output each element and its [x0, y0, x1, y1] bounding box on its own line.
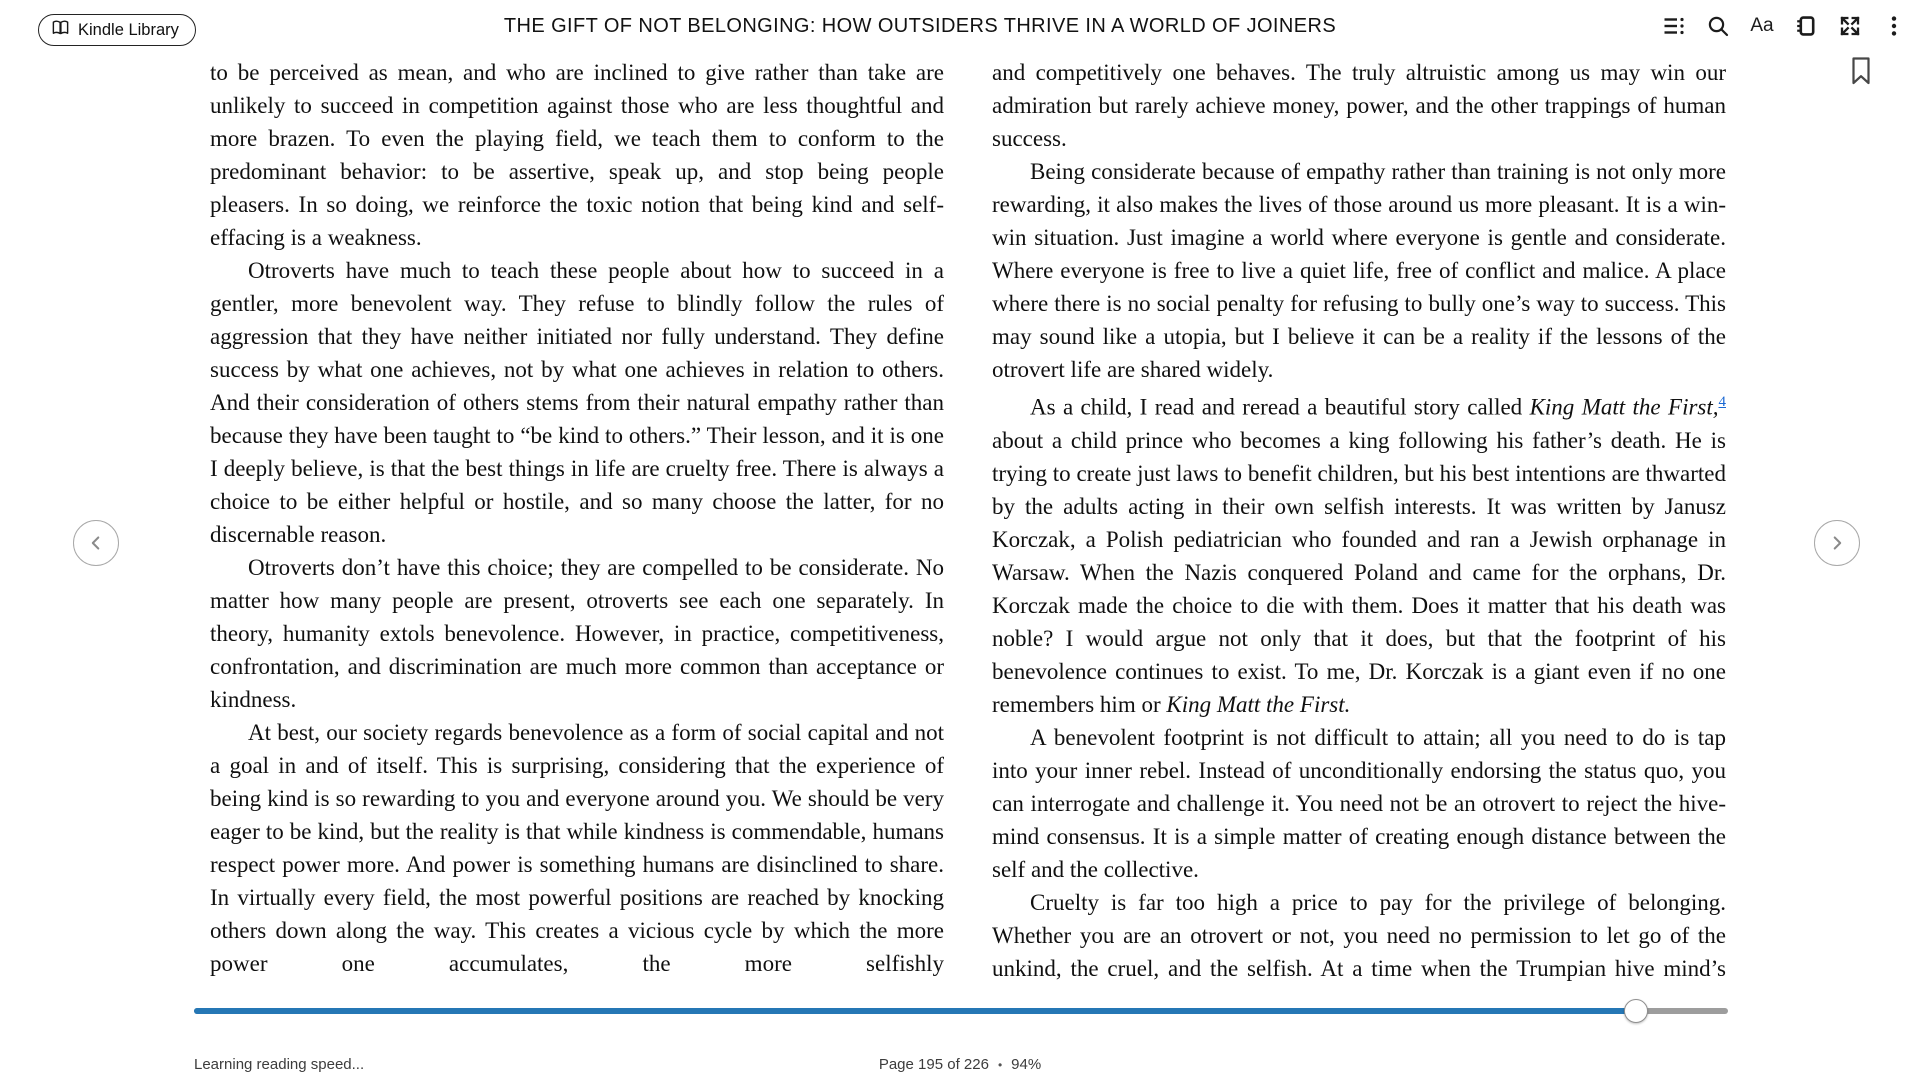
paragraph	[210, 254, 944, 551]
progress-knob[interactable]	[1624, 999, 1648, 1023]
overflow-menu-icon[interactable]	[1882, 14, 1906, 38]
open-book-icon	[51, 18, 70, 42]
text-run: King Matt the First.	[1166, 691, 1351, 717]
separator-dot: •	[997, 1058, 1003, 1072]
percent-read: 94%	[1011, 1056, 1042, 1073]
text-run: about a child prince who becomes a king following his father’s death. He is trying to create just laws to benefit children, but his best intentions are thwarted by the adults acting in their own selfish interests. It was written by Janusz Korczak, a Polish pediatrician who founded and ran a Jewish orphanage in Warsaw. When the Nazis conquered Poland and came for the orphans, Dr. Korczak made the choice to die with them. Does it matter that his death was noble? I would argue not only that it does, but that the footprint of his benevolence continues to exist. To me, Dr. Korczak is a giant even if no one remembers him or	[992, 427, 1726, 717]
paragraph	[992, 386, 1726, 721]
font-settings-label: Aa	[1750, 15, 1774, 36]
paragraph	[210, 551, 944, 716]
previous-page-button[interactable]	[73, 520, 119, 566]
page-layout-icon[interactable]	[1794, 14, 1818, 38]
font-settings-icon[interactable]	[1750, 14, 1774, 38]
text-run: As a child, I read and reread a beautiful story called	[1030, 394, 1530, 420]
fullscreen-icon[interactable]	[1838, 14, 1862, 38]
page-position-status	[0, 1056, 1920, 1073]
text-run: Otroverts don’t have this choice; they are compelled to be considerate. No matter how many people are present, otroverts see each one separately. In theory, humanity extols benevolence. However, in practice, competitiveness, confrontation, and discrimination are much more common than acceptance or kindness.	[210, 555, 944, 712]
next-page-button[interactable]	[1814, 520, 1860, 566]
top-bar	[0, 0, 1920, 52]
kindle-library-label: Kindle Library	[78, 20, 179, 39]
footnote-link[interactable]: 4	[1718, 394, 1726, 410]
text-run: Being considerate because of empathy rather than training is not only more rewarding, it also makes the lives of those around us more pleasant. It is a win-win situation. Just imagine a world where everyone is gentle and considerate. Where everyone is free to live a quiet life, free of conflict and malice. A place where there is no social penalty for refusing to bully one’s way to success. This may sound like a utopia, but I believe it can be a reality if the lessons of the otrovert life are shared widely.	[992, 159, 1726, 382]
text-run: Cruelty is far too high a price to pay for the privilege of belonging. Whether you are an otrovert or not, you need no permission to let go of the unkind, the cruel, and the selfish. At a time when the Trumpian hive mind’s	[992, 889, 1726, 981]
paragraph	[992, 56, 1726, 155]
bookmark-icon[interactable]	[1849, 56, 1873, 91]
text-run: King Matt the First,	[1529, 394, 1719, 420]
text-run: A benevolent footprint is not difficult to attain; all you need to do is tap into your inner rebel. Instead of unconditionally endorsing the status quo, you can interrogate and challenge it. You need not be an otrovert to reject the hive-mind consensus. It is a simple matter of creating enough distance between the self and the collective.	[992, 724, 1726, 882]
toolbar-icons	[1662, 0, 1906, 52]
paragraph	[992, 155, 1726, 386]
paragraph	[210, 716, 944, 980]
paragraph	[992, 721, 1726, 886]
page-right-column	[992, 56, 1726, 988]
paragraph	[210, 56, 944, 254]
chevron-left-icon	[85, 532, 107, 554]
text-run: Otroverts have much to teach these people about how to succeed in a gentler, more benevolent way. They refuse to blindly follow the rules of aggression that they have neither initiated nor fully understand. They define success by what one achieves, not by what one achieves in relation to others. And their consideration of others stems from their natural empathy rather than because they have been taught to “be kind to others.” Their lesson, and it is one I deeply believe, is that the best things in life are cruelty free. There is always a choice to be either helpful or hostile, and so many choose the latter, for no discernable reason.	[210, 258, 944, 547]
progress-track[interactable]	[194, 1008, 1728, 1014]
progress-fill	[194, 1008, 1636, 1014]
text-run: At best, our society regards benevolence as a form of social capital and not a goal in and of itself. This is surprising, considering that the experience of being kind is so rewarding to you and everyone around you. We should be very eager to be kind, but the reality is that while kindness is commendable, humans respect power more. And power is something humans are disinclined to share. In virtually every field, the most powerful positions are reached by knocking others down along the way. This creates a vicious cycle by which the more power one accumulates, the more selfishly	[210, 720, 944, 976]
paragraph	[992, 886, 1726, 985]
search-icon[interactable]	[1706, 14, 1730, 38]
book-title: THE GIFT OF NOT BELONGING: HOW OUTSIDERS THRIVE IN A WORLD OF JOINERS	[503, 15, 1337, 37]
kindle-library-button[interactable]	[38, 14, 196, 46]
page-info: Page 195 of 226	[878, 1056, 989, 1073]
text-run: to be perceived as mean, and who are inclined to give rather than take are unlikely to succeed in competition against those who are less thoughtful and more brazen. To even the playing field, we teach them to conform to the predominant behavior: to be assertive, speak up, and stop being people pleasers. In so doing, we reinforce the toxic notion that being kind and self-effacing is a weakness.	[210, 60, 944, 250]
table-of-contents-icon[interactable]	[1662, 14, 1686, 38]
page-left-column	[210, 56, 944, 988]
text-run: and competitively one behaves. The truly altruistic among us may win our admiration but rarely achieve money, power, and the other trappings of human success.	[992, 60, 1726, 151]
reading-speed-status: Learning reading speed...	[194, 1056, 365, 1073]
chevron-right-icon	[1826, 532, 1848, 554]
